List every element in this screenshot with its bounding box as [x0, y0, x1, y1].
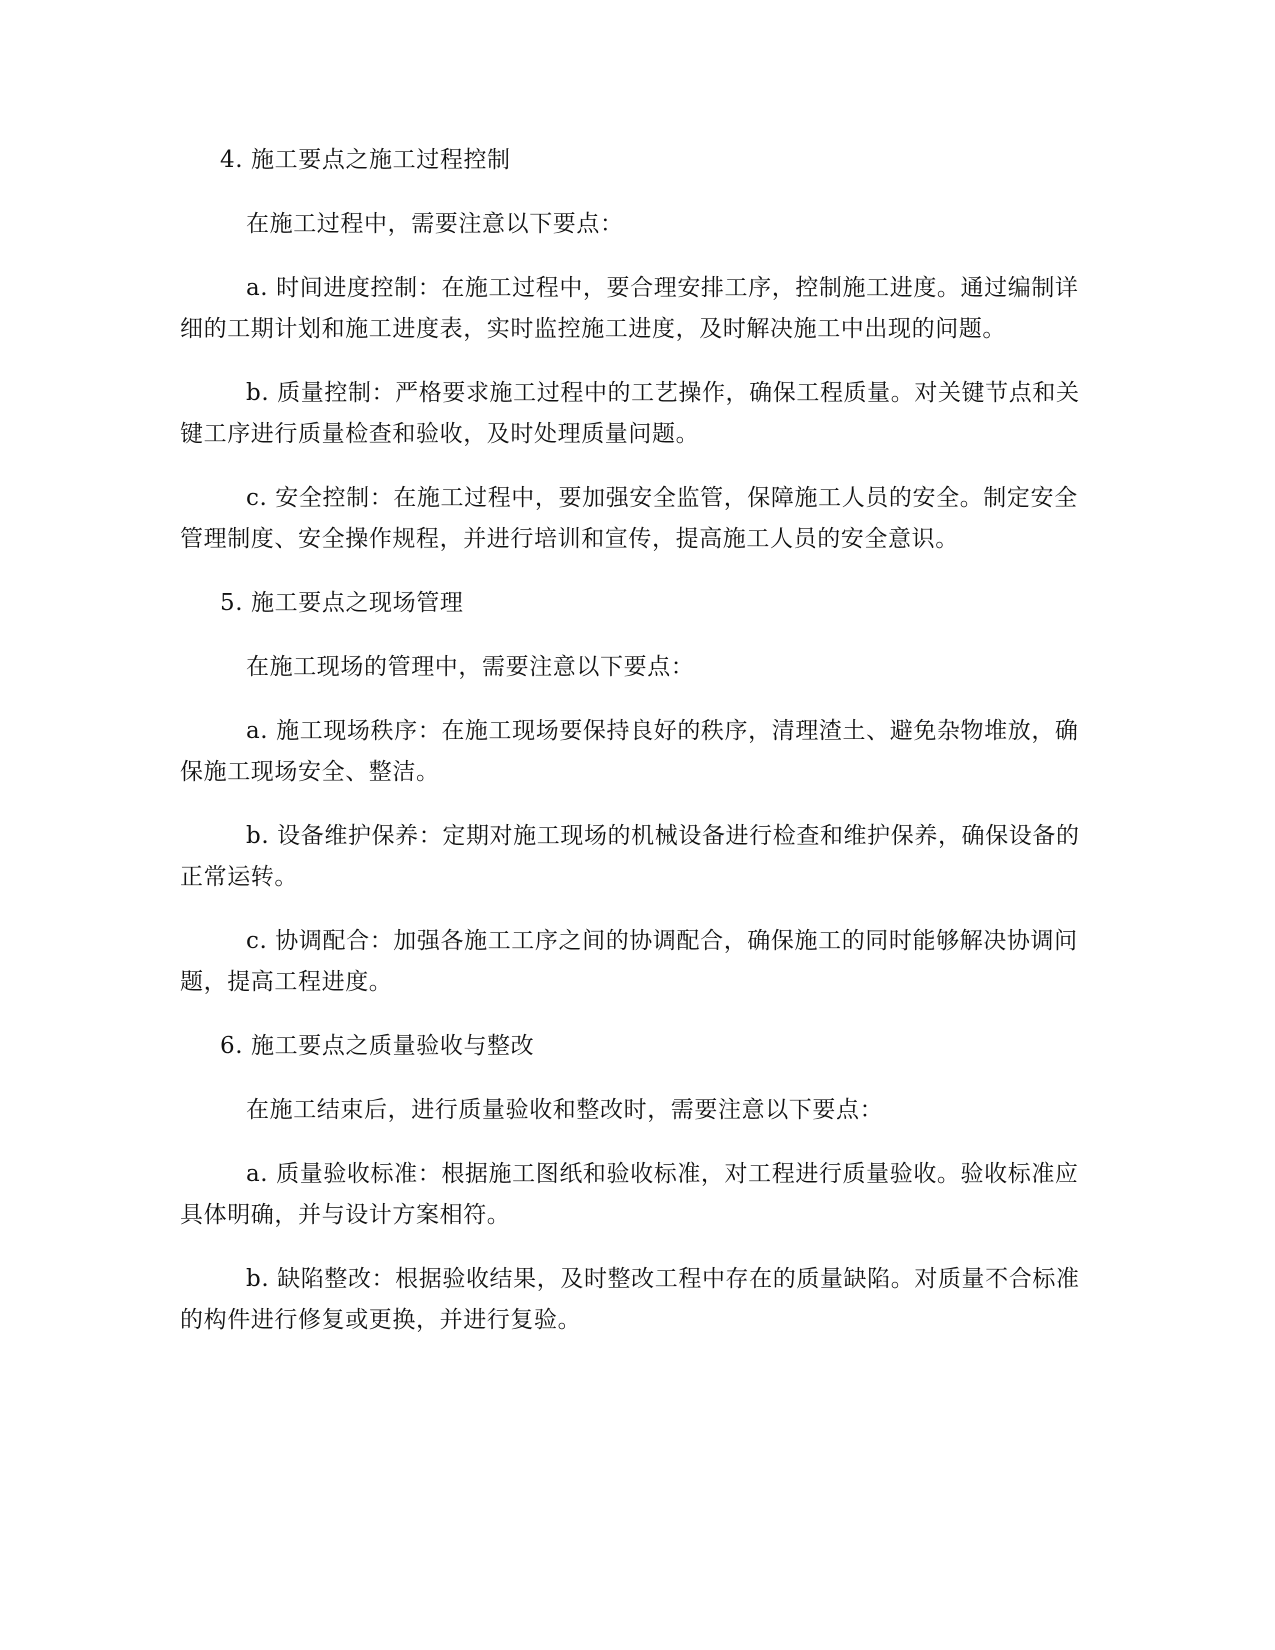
- list-item-4c: c. 安全控制：在施工过程中，要加强安全监管，保障施工人员的安全。制定安全管理制度、安全操作规程，并进行培训和宣传，提高施工人员的安全意识。: [180, 485, 1078, 552]
- section-heading-4: 4. 施工要点之施工过程控制: [220, 147, 511, 173]
- section-heading-6: 6. 施工要点之质量验收与整改: [220, 1033, 535, 1059]
- section-intro-5: 在施工现场的管理中，需要注意以下要点：: [246, 654, 695, 680]
- list-item-6a: a. 质量验收标准：根据施工图纸和验收标准，对工程进行质量验收。验收标准应具体明确，并与设计方案相符。: [180, 1161, 1079, 1228]
- list-item-5b: b. 设备维护保养：定期对施工现场的机械设备进行检查和维护保养，确保设备的正常运转。: [180, 823, 1080, 890]
- list-item-6b: b. 缺陷整改：根据验收结果，及时整改工程中存在的质量缺陷。对质量不合标准的构件进行修复或更换，并进行复验。: [180, 1266, 1080, 1333]
- document-body: [180, 140, 1080, 1341]
- section-intro-4: 在施工过程中，需要注意以下要点：: [246, 211, 624, 237]
- list-item-4a: a. 时间进度控制：在施工过程中，要合理安排工序，控制施工进度。通过编制详细的工期计划和施工进度表，实时监控施工进度，及时解决施工中出现的问题。: [180, 275, 1079, 342]
- list-item-5c: c. 协调配合：加强各施工工序之间的协调配合，确保施工的同时能够解决协调问题，提高工程进度。: [180, 928, 1078, 995]
- section-heading-5: 5. 施工要点之现场管理: [220, 590, 464, 616]
- list-item-5a: a. 施工现场秩序：在施工现场要保持良好的秩序，清理渣土、避免杂物堆放，确保施工现场安全、整洁。: [180, 718, 1079, 785]
- list-item-4b: b. 质量控制：严格要求施工过程中的工艺操作，确保工程质量。对关键节点和关键工序进行质量检查和验收，及时处理质量问题。: [180, 380, 1080, 447]
- section-intro-6: 在施工结束后，进行质量验收和整改时，需要注意以下要点：: [246, 1097, 884, 1123]
